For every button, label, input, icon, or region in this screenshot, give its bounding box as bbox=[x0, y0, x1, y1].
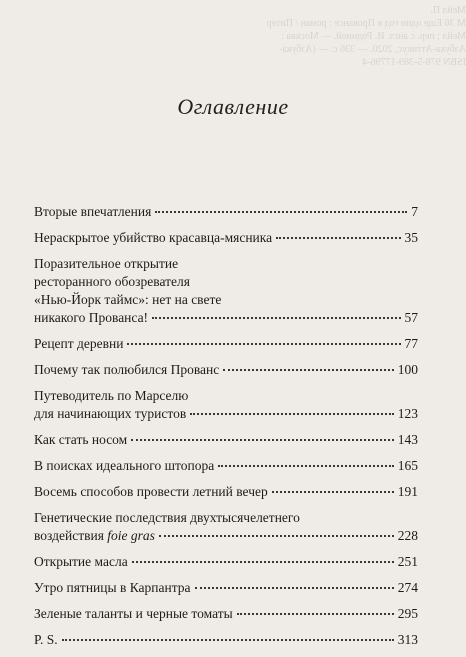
toc-entry[interactable] bbox=[34, 631, 418, 649]
toc-entry-title: Как стать носом bbox=[34, 432, 128, 447]
toc-entry-title: воздействия foie gras bbox=[34, 528, 155, 543]
toc-entry[interactable] bbox=[34, 605, 418, 623]
toc-entry[interactable] bbox=[34, 229, 418, 247]
toc-entry-page-number: 165 bbox=[397, 458, 418, 473]
toc-entry-title: Утро пятницы в Карпантра bbox=[34, 580, 191, 595]
toc-entry-page-number: 77 bbox=[404, 336, 418, 351]
toc-entry[interactable] bbox=[34, 387, 418, 423]
toc-entry-title: P. S. bbox=[34, 632, 58, 647]
toc-entry-title-line: Путеводитель по Марселю bbox=[34, 388, 189, 403]
table-of-contents bbox=[34, 203, 418, 657]
toc-entry[interactable] bbox=[34, 255, 418, 327]
toc-entry-title-line: ресторанного обозревателя bbox=[34, 274, 190, 289]
toc-entry-title: Почему так полюбился Прованс bbox=[34, 362, 220, 377]
toc-entry-title-line: Поразительное открытие bbox=[34, 256, 179, 271]
dot-leader bbox=[155, 211, 407, 213]
toc-entry-title: Открытие масла bbox=[34, 554, 128, 569]
dot-leader bbox=[127, 343, 400, 345]
toc-entry-page-number: 100 bbox=[397, 362, 418, 377]
toc-entry[interactable] bbox=[34, 361, 418, 379]
toc-entry-page-number: 191 bbox=[397, 484, 418, 499]
toc-entry[interactable] bbox=[34, 509, 418, 545]
toc-entry-title: Восемь способов провести летний вечер bbox=[34, 484, 268, 499]
toc-entry-page-number: 295 bbox=[397, 606, 418, 621]
toc-entry-page-number: 35 bbox=[404, 230, 418, 245]
toc-entry-page-number: 123 bbox=[397, 406, 418, 421]
dot-leader bbox=[159, 535, 394, 537]
toc-entry-page-number: 57 bbox=[404, 310, 418, 325]
toc-entry-title: Вторые впечатления bbox=[34, 204, 152, 219]
show-through-line: Азбука-Аттикус, 2020. — 336 с. — (Азбука- bbox=[279, 44, 466, 55]
toc-entry[interactable] bbox=[34, 579, 418, 597]
dot-leader bbox=[272, 491, 394, 493]
toc-entry-page-number: 313 bbox=[397, 632, 418, 647]
dot-leader bbox=[62, 639, 394, 641]
dot-leader bbox=[276, 237, 400, 239]
show-through-line: Мейл ; пер. с англ. И. Родиной. — Москва : bbox=[281, 31, 466, 42]
toc-entry-title: никакого Прованса! bbox=[34, 310, 149, 325]
toc-entry-page-number: 251 bbox=[397, 554, 418, 569]
toc-entry-title-line: Генетические последствия двухтысячелетнего bbox=[34, 510, 300, 525]
toc-entry-title: Рецепт деревни bbox=[34, 336, 124, 351]
toc-entry-title-line: «Нью-Йорк таймс»: нет на свете bbox=[34, 292, 222, 307]
dot-leader bbox=[152, 317, 400, 319]
toc-entry-page-number: 7 bbox=[411, 204, 418, 219]
toc-entry[interactable] bbox=[34, 483, 418, 501]
dot-leader bbox=[190, 413, 394, 415]
toc-entry[interactable] bbox=[34, 335, 418, 353]
page-title: Оглавление bbox=[177, 94, 289, 119]
dot-leader bbox=[131, 439, 394, 441]
toc-entry-title: Нераскрытое убийство красавца-мясника bbox=[34, 230, 273, 245]
show-through-line: Мейл П. bbox=[430, 5, 466, 16]
show-through-line: М 36 Еще один год в Провансе : роман / Питер bbox=[266, 18, 466, 29]
show-through-line: ISBN 978-5-389-17796-4 bbox=[362, 57, 466, 68]
dot-leader bbox=[218, 465, 394, 467]
toc-entry-page-number: 228 bbox=[397, 528, 418, 543]
toc-entry-page-number: 143 bbox=[397, 432, 418, 447]
toc-entry[interactable] bbox=[34, 203, 418, 221]
toc-entry-title: для начинающих туристов bbox=[34, 406, 187, 421]
dot-leader bbox=[223, 369, 393, 371]
toc-entry[interactable] bbox=[34, 457, 418, 475]
toc-entry-page-number: 274 bbox=[397, 580, 418, 595]
dot-leader bbox=[195, 587, 394, 589]
toc-entry-title-italic: foie gras bbox=[107, 528, 155, 543]
toc-entry-title: Зеленые таланты и черные томаты bbox=[34, 606, 233, 621]
toc-entry[interactable] bbox=[34, 553, 418, 571]
dot-leader bbox=[132, 561, 394, 563]
toc-entry-title: В поисках идеального штопора bbox=[34, 458, 215, 473]
toc-entry[interactable] bbox=[34, 431, 418, 449]
dot-leader bbox=[237, 613, 394, 615]
